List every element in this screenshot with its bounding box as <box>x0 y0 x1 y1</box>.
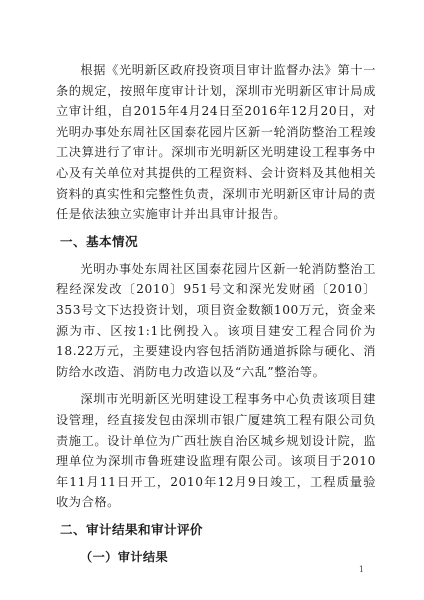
basic-info-paragraph-2: 深圳市光明新区光明建设工程事务中心负责该项目建设管理，经直接发包由深圳市银广厦建筑工程有限公司负责施工。设计单位为广西壮族自治区城乡规划设计院，监理单位为深圳市鲁班建设监理有限公司。该项目于2010年11月11日开工，2010年12月9日竣工，工程质量验收为合格。 <box>56 392 376 510</box>
section-heading-basic-info: 一、基本情况 <box>60 233 138 249</box>
basic-info-paragraph-1: 光明办事处东周社区国泰花园片区新一轮消防整治工程经深发改〔2010〕951号文和深光发财函〔2010〕353号文下达投资计划，项目资金数额100万元，资金来源为市、区按1:1比例投入。该项目建安工程合同价为18.22万元，主要建设内容包括消防通道拆除与硬化、消防给水改造、消防电力改造以及“六乱”整治等。 <box>56 261 376 379</box>
subsection-heading-audit-result: （一）审计结果 <box>80 549 169 564</box>
section-heading-audit-results: 二、审计结果和审计评价 <box>60 521 203 537</box>
page-number: 1 <box>358 565 364 574</box>
intro-paragraph: 根据《光明新区政府投资项目审计监督办法》第十一条的规定，按照年度审计计划，深圳市光明新区审计局成立审计组，自2015年4月24日至2016年12月20日，对光明办事处东周社区国泰花园片区新一轮消防整治工程竣工决算进行了审计。深圳市光明新区光明建设工程事务中心及有关单位对其提供的工程资料、会计资料及其他相关资料的真实性和完整性负责，深圳市光明新区审计局的责任是依法独立实施审计并出具审计报告。 <box>56 63 376 222</box>
